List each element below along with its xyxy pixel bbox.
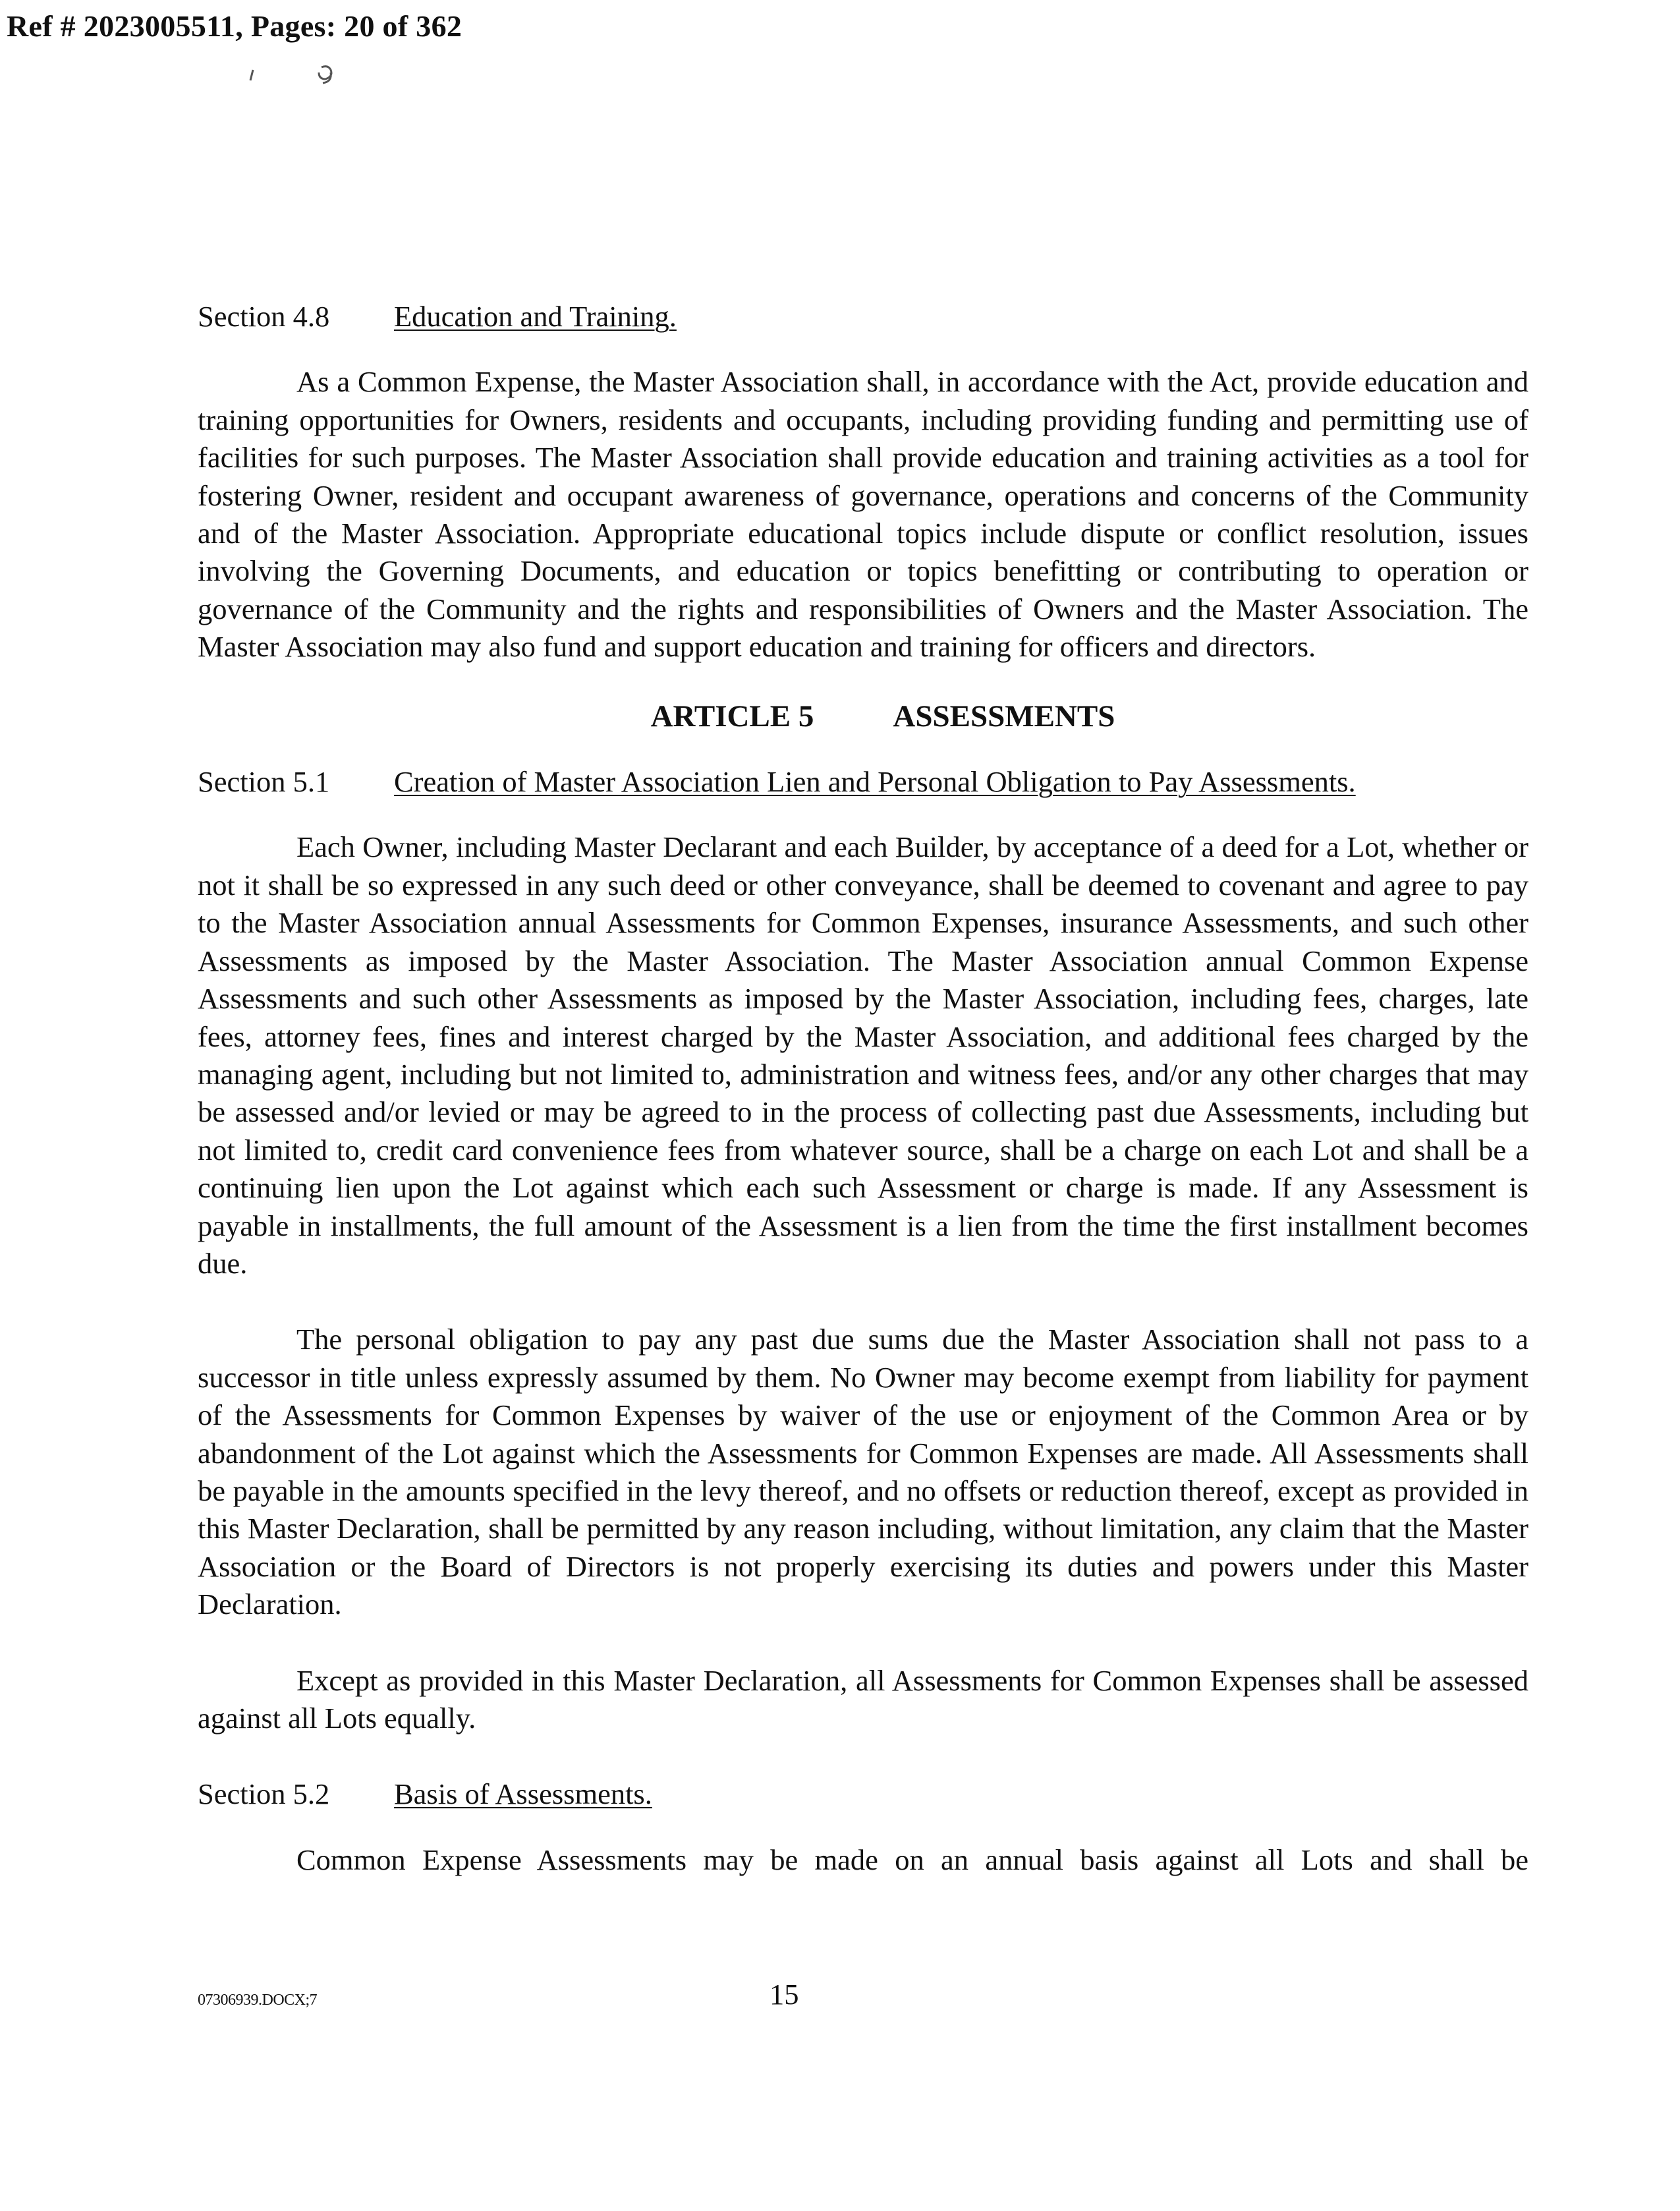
section-5-1-heading [198,763,1528,801]
section-title: Creation of Master Association Lien and Personal Obligation to Pay Assessments. [394,765,1356,799]
section-number: Section 4.8 [198,300,330,333]
footer-document-reference: 07306939.DOCX;7 [198,1992,318,2009]
section-title: Basis of Assessments. [394,1777,652,1811]
section-5-1-paragraph-1: Each Owner, including Master Declarant and each Builder, by acceptance of a deed for a Lot, whether or not it shall be so expressed in any such deed or other conveyance, shall be deemed to covenant and agree to pay to the Master Association annual Assessments for Common Expenses, insurance Assessments, and such other Assessments as imposed by the Master Association. The Master Association annual Common Expense Assessments and such other Assessments as imposed by the Master Association, including fees, charges, late fees, attorney fees, fines and interest charged by the Master Association, and additional fees charged by the managing agent, including but not limited to, administration and witness fees, and/or any other charges that may be assessed and/or levied or may be agreed to in the process of collecting past due Assessments, including but not limited to, credit card convenience fees from whatever source, shall be a charge on each Lot and shall be a continuing lien upon the Lot against which each such Assessment or charge is made. If any Assessment is payable in installments, the full amount of the Assessment is a lien from the time the first installment becomes due. [198,830,1528,1280]
article-title: ASSESSMENTS [893,699,1115,733]
section-4-8-paragraph: As a Common Expense, the Master Association shall, in accordance with the Act, provide education and training opportunities for Owners, residents and occupants, including providing funding and permitting use of facilities for such purposes. The Master Association shall provide education and training activities as a tool for fostering Owner, resident and occupant awareness of governance, operations and concerns of the Community and of the Master Association. Appropriate educational topics include dispute or conflict resolution, issues involving the Governing Documents, and education or topics benefitting or contributing to operation or governance of the Community and the rights and responsibilities of Owners and the Master Association. The Master Association may also fund and support education and training for officers and directors. [198,365,1528,664]
scan-artifact-glyphs [244,47,349,87]
section-5-2-heading [198,1775,1528,1813]
section-5-2-paragraph: Common Expense Assessments may be made on an annual basis against all Lots and shall be [296,1843,1528,1876]
section-5-1-paragraph-2: The personal obligation to pay any past due sums due the Master Association shall not pass to a successor in title unless expressly assumed by them. No Owner may become exempt from liability for payment of the Assessments for Common Expenses by waiver of the use or enjoyment of the Common Area or by abandonment of the Lot against which the Assessments for Common Expenses are made. All Assessments shall be payable in the amounts specified in the levy thereof, and no offsets or reduction thereof, except as provided in this Master Declaration, shall be permitted by any reason including, without limitation, any claim that the Master Association or the Board of Directors is not properly exercising its duties and powers under this Master Declaration. [198,1323,1528,1621]
section-5-1-paragraph-3: Except as provided in this Master Declaration, all Assessments for Common Expenses shall be assessed against all Lots equally. [198,1663,1528,1735]
section-4-8-heading [198,298,1528,335]
document-reference-header: Ref # 2023005511, Pages: 20 of 362 [7,9,462,43]
section-number: Section 5.1 [198,765,330,799]
article-label: ARTICLE 5 [650,699,814,733]
page-number: 15 [770,1978,799,2011]
article-5-heading [198,698,1528,735]
document-body [198,298,1528,1879]
section-title: Education and Training. [394,300,677,333]
section-number: Section 5.2 [198,1777,330,1811]
